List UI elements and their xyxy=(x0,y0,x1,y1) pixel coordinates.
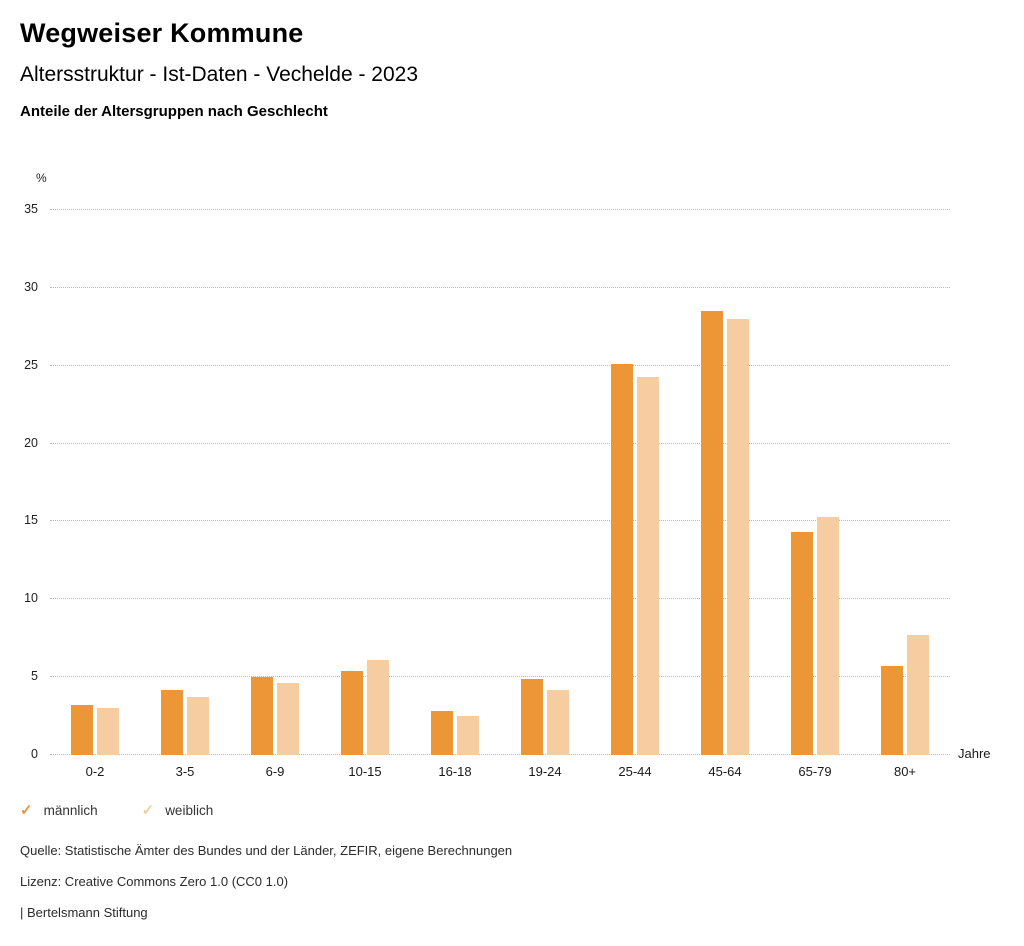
bar-group xyxy=(230,210,320,779)
bar-male[interactable] xyxy=(251,677,273,755)
x-tick-label: 0-2 xyxy=(85,764,105,779)
bar-group xyxy=(590,210,680,779)
x-tick-label: 3-5 xyxy=(175,764,195,779)
bar-male[interactable] xyxy=(881,666,903,755)
chart-legend xyxy=(20,803,213,818)
bar-male[interactable] xyxy=(611,364,633,755)
bar-pair xyxy=(860,210,950,755)
bar-male[interactable] xyxy=(161,690,183,755)
bar-group xyxy=(320,210,410,779)
bar-group xyxy=(770,210,860,779)
header xyxy=(20,18,418,120)
y-tick-label: 35 xyxy=(24,202,38,216)
bar-group xyxy=(500,210,590,779)
license-note: Lizenz: Creative Commons Zero 1.0 (CC0 1.0) xyxy=(20,874,289,889)
bar-pair xyxy=(500,210,590,755)
legend-label: männlich xyxy=(43,803,98,818)
bar-female[interactable] xyxy=(637,377,659,755)
bar-female[interactable] xyxy=(97,708,119,755)
bar-female[interactable] xyxy=(727,319,749,755)
legend-item-female[interactable] xyxy=(142,803,214,818)
bar-pair xyxy=(320,210,410,755)
bar-pair xyxy=(680,210,770,755)
legend-label: weiblich xyxy=(165,803,214,818)
chart-heading: Anteile der Altersgruppen nach Geschlecht xyxy=(20,103,328,120)
x-tick-label: 45-64 xyxy=(708,764,742,779)
x-tick-label: 16-18 xyxy=(438,764,472,779)
x-tick-label: 80+ xyxy=(893,764,917,779)
y-tick-label: 30 xyxy=(24,279,38,294)
bar-pair xyxy=(410,210,500,755)
bar-male[interactable] xyxy=(521,679,543,755)
y-tick-label: 25 xyxy=(24,357,38,372)
bar-group xyxy=(860,210,950,779)
bar-female[interactable] xyxy=(277,683,299,755)
bar-female[interactable] xyxy=(907,635,929,755)
x-tick-label: 65-79 xyxy=(798,764,832,779)
y-tick-label: 0 xyxy=(31,747,38,761)
x-tick-label: 10-15 xyxy=(348,764,382,779)
page-title: Wegweiser Kommune xyxy=(20,18,304,48)
bar-male[interactable] xyxy=(701,311,723,755)
x-axis-unit-label: Jahre xyxy=(958,746,991,761)
bar-male[interactable] xyxy=(71,705,93,755)
legend-item-male[interactable] xyxy=(20,803,98,818)
y-tick-label: 20 xyxy=(24,435,38,450)
x-tick-label: 19-24 xyxy=(528,764,562,779)
brand-note: | Bertelsmann Stiftung xyxy=(20,905,148,920)
bar-male[interactable] xyxy=(431,711,453,755)
bar-pair xyxy=(590,210,680,755)
y-tick-label: 5 xyxy=(31,669,38,684)
y-tick-label: 10 xyxy=(24,591,38,606)
bar-group xyxy=(140,210,230,779)
y-axis-unit-label: % xyxy=(36,171,47,185)
bar-pair xyxy=(50,210,140,755)
bar-female[interactable] xyxy=(457,716,479,755)
bar-pair xyxy=(770,210,860,755)
x-tick-label: 25-44 xyxy=(618,764,652,779)
bar-group xyxy=(50,210,140,779)
bar-pair xyxy=(230,210,320,755)
plot-area xyxy=(24,202,950,779)
source-note: Quelle: Statistische Ämter des Bundes und der Länder, ZEFIR, eigene Berechnungen xyxy=(20,843,513,858)
bar-pair xyxy=(140,210,230,755)
x-tick-label: 6-9 xyxy=(265,764,285,779)
check-icon: ✓ xyxy=(20,802,33,819)
bar-group xyxy=(680,210,770,779)
footer xyxy=(20,844,512,937)
bar-female[interactable] xyxy=(547,690,569,755)
y-tick-label: 15 xyxy=(24,513,38,528)
bar-female[interactable] xyxy=(817,517,839,755)
bar-male[interactable] xyxy=(791,532,813,755)
bar-female[interactable] xyxy=(367,660,389,755)
bar-female[interactable] xyxy=(187,697,209,755)
check-icon: ✓ xyxy=(141,802,155,819)
chart-subtitle: Altersstruktur - Ist-Daten - Vechelde - 2023 xyxy=(20,63,419,86)
bar-male[interactable] xyxy=(341,671,363,755)
bar-group xyxy=(410,210,500,779)
